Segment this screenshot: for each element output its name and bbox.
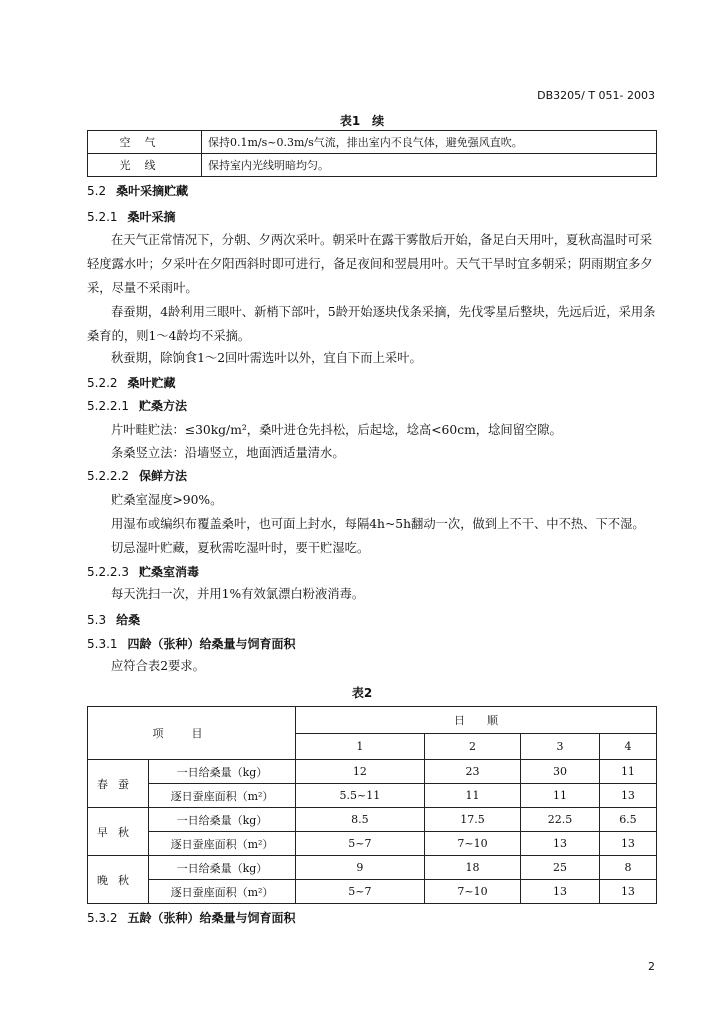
table-row <box>88 760 657 784</box>
paragraph: 片叶畦贮法：≤30kg/m²，桑叶进仓先抖松，后起埝，埝高<60cm，埝间留空隙。 <box>111 423 562 437</box>
page-number: 2 <box>648 960 655 973</box>
table1-caption: 表1 续 <box>339 114 385 128</box>
table2-item-header: 项目 <box>88 707 296 760</box>
table2-cell: 18 <box>424 856 520 880</box>
table2-cell: 23 <box>424 760 520 784</box>
table2-day: 2 <box>424 733 520 760</box>
table-row <box>88 707 657 734</box>
table2-cell: 5~7 <box>296 832 425 856</box>
table-row <box>88 154 657 177</box>
table-row <box>88 784 657 808</box>
table2-cell: 13 <box>599 832 656 856</box>
paragraph: 贮桑室湿度>90%。 <box>111 493 223 507</box>
paragraph: 春蚕期，4龄利用三眼叶、新梢下部叶，5龄开始逐块伐条采摘，先伐零星后整块，先远后近，采用条桑育的，则1～4龄均不采摘。 <box>87 305 656 343</box>
table2-row-label: 逐日蚕座面积（m²） <box>149 880 296 904</box>
document-number: DB3205/ T 051- 2003 <box>537 89 655 102</box>
table2-cell: 25 <box>521 856 600 880</box>
table2-row-label: 逐日蚕座面积（m²） <box>149 784 296 808</box>
heading-5-2-1: 5.2.1 桑叶采摘 <box>87 210 176 224</box>
table2-day: 4 <box>599 733 656 760</box>
table2-day-header: 日 顺 <box>296 707 657 734</box>
table-row <box>88 856 657 880</box>
paragraph: 用湿布或编织布覆盖桑叶，也可面上封水，每隔4h~5h翻动一次，做到上不干、中不热、下不湿。 <box>111 517 645 531</box>
table2-cell: 11 <box>521 784 600 808</box>
table2-cell: 30 <box>521 760 600 784</box>
table2-cell: 22.5 <box>521 808 600 832</box>
table1-value: 保持0.1m/s~0.3m/s气流，排出室内不良气体，避免强风直吹。 <box>202 131 657 154</box>
paragraph: 切忌湿叶贮藏，夏秋需吃湿叶时，要干贮湿吃。 <box>111 541 370 555</box>
table2 <box>87 706 657 904</box>
table2-group: 早秋 <box>88 808 149 856</box>
table2-cell: 8 <box>599 856 656 880</box>
table2-cell: 13 <box>599 784 656 808</box>
paragraph: 应符合表2要求。 <box>111 659 205 673</box>
table2-cell: 7~10 <box>424 880 520 904</box>
table2-cell: 9 <box>296 856 425 880</box>
table2-group: 春蚕 <box>88 760 149 808</box>
table2-cell: 6.5 <box>599 808 656 832</box>
paragraph: 秋蚕期，除饷食1～2回叶需选叶以外，宜自下而上采叶。 <box>111 351 422 365</box>
table2-cell: 13 <box>521 832 600 856</box>
table2-cell: 5~7 <box>296 880 425 904</box>
table2-cell: 7~10 <box>424 832 520 856</box>
paragraph: 条桑竖立法：沿墙竖立，地面洒适量清水。 <box>111 446 345 460</box>
table2-day: 3 <box>521 733 600 760</box>
table2-cell: 5.5~11 <box>296 784 425 808</box>
table2-cell: 13 <box>599 880 656 904</box>
table-row <box>88 832 657 856</box>
paragraph: 在天气正常情况下，分朝、夕两次采叶。朝采叶在露干雾散后开始，备足白天用叶，夏秋高温时可采轻度露水叶；夕采叶在夕阳西斜时即可进行，备足夜间和翌晨用叶。天气干旱时宜多朝采；阴雨期宜多夕采，尽量不采雨叶。 <box>87 233 653 295</box>
table-row <box>88 131 657 154</box>
table2-cell: 12 <box>296 760 425 784</box>
table2-cell: 17.5 <box>424 808 520 832</box>
table-row <box>88 880 657 904</box>
table1-key: 光线 <box>88 154 202 177</box>
heading-5-2-2-1: 5.2.2.1 贮桑方法 <box>87 399 187 413</box>
table1-value: 保持室内光线明暗均匀。 <box>202 154 657 177</box>
table2-row-label: 逐日蚕座面积（m²） <box>149 832 296 856</box>
table2-cell: 11 <box>599 760 656 784</box>
heading-5-2-2: 5.2.2 桑叶贮藏 <box>87 376 176 390</box>
table2-row-label: 一日给桑量（kg） <box>149 760 296 784</box>
table2-cell: 11 <box>424 784 520 808</box>
table2-cell: 13 <box>521 880 600 904</box>
heading-5-3-1: 5.3.1 四龄（张种）给桑量与饲育面积 <box>87 637 296 651</box>
table2-row-label: 一日给桑量（kg） <box>149 808 296 832</box>
heading-5-2-2-2: 5.2.2.2 保鲜方法 <box>87 469 187 483</box>
table2-caption: 表2 <box>351 686 373 700</box>
table2-row-label: 一日给桑量（kg） <box>149 856 296 880</box>
heading-5-2-2-3: 5.2.2.3 贮桑室消毒 <box>87 565 199 579</box>
heading-5-3: 5.3 给桑 <box>87 613 141 627</box>
heading-5-2: 5.2 桑叶采摘贮藏 <box>87 184 189 198</box>
heading-5-3-2: 5.3.2 五龄（张种）给桑量与饲育面积 <box>87 911 296 925</box>
table1 <box>87 130 657 177</box>
table2-cell: 8.5 <box>296 808 425 832</box>
table1-key: 空气 <box>88 131 202 154</box>
table2-group: 晚秋 <box>88 856 149 904</box>
table2-day: 1 <box>296 733 425 760</box>
table-row <box>88 808 657 832</box>
paragraph: 每天洗扫一次，并用1%有效氯漂白粉液消毒。 <box>111 587 365 601</box>
